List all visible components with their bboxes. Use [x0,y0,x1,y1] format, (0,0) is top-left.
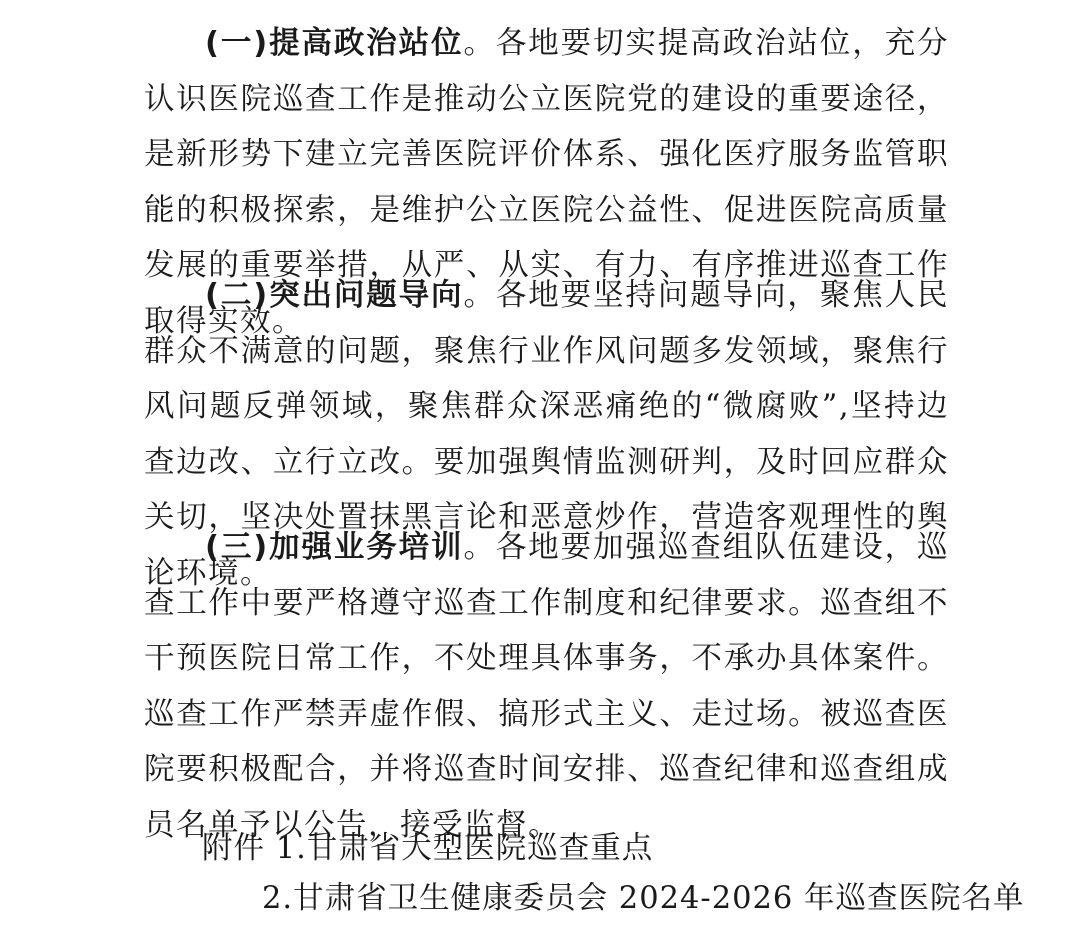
section-heading: (二)突出问题导向 [205,278,464,313]
section-body: 。各地要加强巡查组队伍建设，巡查工作中要严格遵守巡查工作制度和纪律要求。巡查组不干预医院日常工作，不处理具体事务，不承办具体案件。巡查工作严禁弄虚作假、搞形式主义、走过场。被巡查医院要积极配合，并将巡查时间安排、巡查纪律和巡查组成员名单予以公告，接受监督。 [144,530,949,843]
section-training [144,520,949,853]
section-heading: (一)提高政治站位 [205,26,464,61]
section-body: 。各地要坚持问题导向，聚焦人民群众不满意的问题，聚焦行业作风问题多发领域，聚焦行风问题反弹领域，聚焦群众深恶痛绝的“微腐败”,坚持边查边改、立行立改。要加强舆情监测研判，及时回应群众关切，坚决处置抹黑言论和恶意炒作，营造客观理性的舆论环境。 [144,278,949,591]
attachment-line-1: 附件 1.甘肃省大型医院巡查重点 [202,831,654,866]
section-body: 。各地要切实提高政治站位，充分认识医院巡查工作是推动公立医院党的建设的重要途径，是新形势下建立完善医院评价体系、强化医疗服务监管职能的积极探索，是维护公立医院公益性、促进医院高质量发展的重要举措，从严、从实、有力、有序推进巡查工作取得实效。 [144,26,949,339]
attachment-line-2: 2.甘肃省卫生健康委员会 2024-2026 年巡查医院名单 [262,881,1025,916]
section-heading: (三)加强业务培训 [205,530,464,565]
